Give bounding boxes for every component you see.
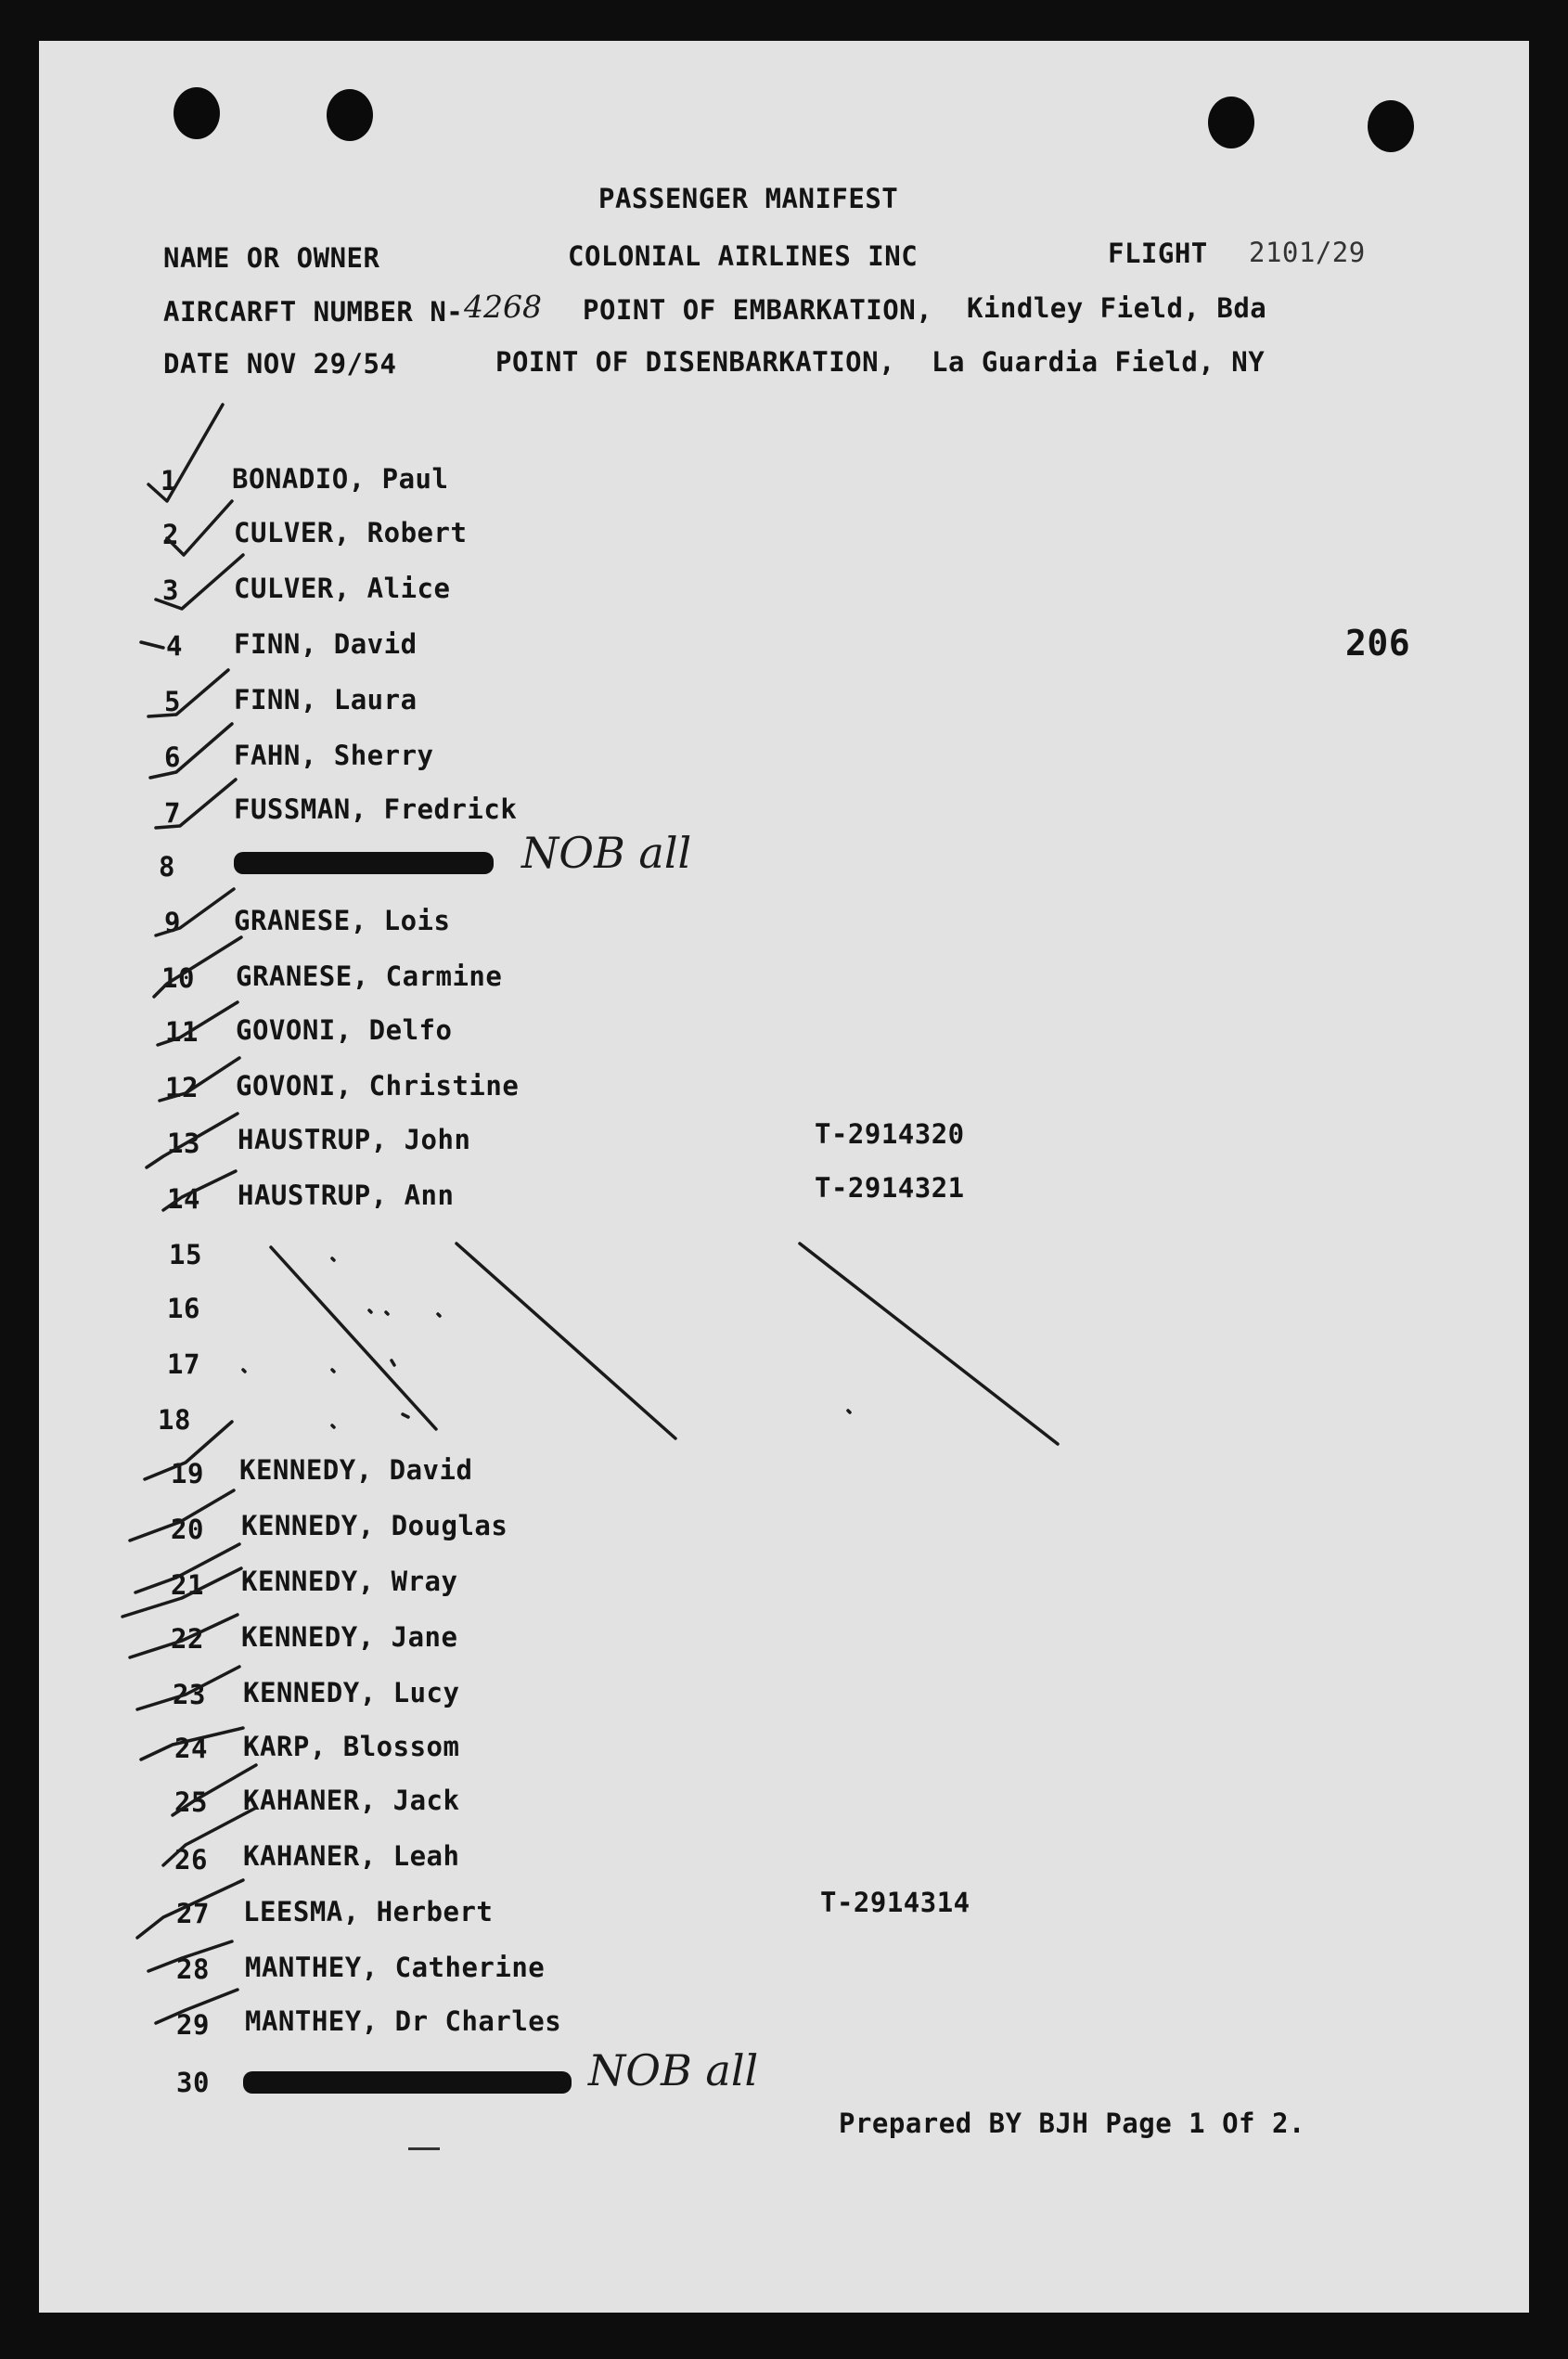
row-number: 25 bbox=[174, 1786, 208, 1818]
passenger-name: GOVONI, Christine bbox=[236, 1070, 520, 1102]
row-number: 1 bbox=[161, 465, 177, 496]
disembarkation-label: POINT OF DISENBARKATION, bbox=[495, 346, 896, 378]
passenger-name: BONADIO, Paul bbox=[232, 463, 449, 495]
passenger-name: FINN, David bbox=[234, 628, 418, 660]
handwritten-note: NOB all bbox=[521, 828, 692, 878]
document-title: PASSENGER MANIFEST bbox=[598, 183, 899, 214]
row-number: 17 bbox=[167, 1348, 200, 1380]
passenger-name: KAHANER, Leah bbox=[243, 1840, 460, 1872]
row-number: 3 bbox=[162, 574, 179, 606]
flight-label: FLIGHT bbox=[1108, 238, 1208, 269]
passenger-name: KENNEDY, Lucy bbox=[243, 1677, 460, 1708]
ticket-number: T-2914314 bbox=[820, 1887, 970, 1918]
row-number: 24 bbox=[174, 1733, 208, 1764]
row-number: 8 bbox=[159, 851, 175, 883]
punch-hole bbox=[327, 89, 373, 141]
passenger-name: KENNEDY, David bbox=[239, 1454, 473, 1486]
row-number: 6 bbox=[164, 741, 181, 773]
page-number: 206 bbox=[1345, 623, 1411, 664]
row-number: 20 bbox=[171, 1514, 204, 1545]
passenger-name: KENNEDY, Jane bbox=[241, 1621, 458, 1653]
redacted-name bbox=[234, 852, 494, 874]
row-number: 26 bbox=[174, 1844, 208, 1876]
row-number: 22 bbox=[171, 1623, 204, 1655]
passenger-name: FUSSMAN, Fredrick bbox=[234, 793, 518, 825]
passenger-name: HAUSTRUP, John bbox=[238, 1124, 471, 1155]
punch-hole bbox=[174, 87, 220, 139]
row-number: 11 bbox=[165, 1016, 199, 1048]
passenger-name: MANTHEY, Dr Charles bbox=[245, 2005, 562, 2037]
passenger-name: CULVER, Alice bbox=[234, 573, 451, 604]
owner-label: NAME OR OWNER bbox=[163, 242, 380, 274]
row-number: 14 bbox=[167, 1183, 200, 1215]
ticket-number: T-2914320 bbox=[815, 1118, 965, 1150]
date-label: DATE NOV 29/54 bbox=[163, 348, 397, 380]
flight-value: 2101/29 bbox=[1249, 237, 1366, 268]
row-number: 7 bbox=[164, 797, 181, 829]
row-number: 4 bbox=[166, 630, 183, 662]
footer-prepared-by: Prepared BY BJH Page 1 Of 2. bbox=[839, 2108, 1305, 2139]
row-number: 5 bbox=[164, 686, 181, 717]
passenger-name: FAHN, Sherry bbox=[234, 740, 434, 771]
passenger-name: GRANESE, Carmine bbox=[236, 960, 503, 992]
passenger-name: MANTHEY, Catherine bbox=[245, 1952, 546, 1983]
passenger-name: HAUSTRUP, Ann bbox=[238, 1180, 455, 1211]
row-number: 16 bbox=[167, 1293, 200, 1324]
owner-value: COLONIAL AIRLINES INC bbox=[568, 240, 919, 272]
row-number: 13 bbox=[167, 1128, 200, 1159]
row-number: 23 bbox=[173, 1679, 206, 1710]
row-number: 2 bbox=[162, 519, 179, 550]
disembarkation-value: La Guardia Field, NY bbox=[932, 346, 1266, 378]
passenger-name: GOVONI, Delfo bbox=[236, 1014, 453, 1046]
ticket-number: T-2914321 bbox=[815, 1172, 965, 1204]
handwritten-note: NOB all bbox=[588, 2045, 759, 2095]
redacted-name bbox=[243, 2071, 572, 2094]
row-number: 30 bbox=[176, 2067, 210, 2098]
row-number: 29 bbox=[176, 2009, 210, 2041]
passenger-name: KENNEDY, Douglas bbox=[241, 1510, 508, 1541]
aircraft-number: 4268 bbox=[464, 289, 542, 325]
row-number: 28 bbox=[176, 1953, 210, 1985]
row-number: 12 bbox=[165, 1072, 199, 1103]
punch-hole bbox=[1208, 97, 1254, 148]
row-number: 15 bbox=[169, 1239, 202, 1270]
passenger-name: FINN, Laura bbox=[234, 684, 418, 715]
embarkation-label: POINT OF EMBARKATION, bbox=[583, 294, 933, 326]
passenger-name: KENNEDY, Wray bbox=[241, 1566, 458, 1597]
row-number: 18 bbox=[158, 1404, 191, 1436]
passenger-name: GRANESE, Lois bbox=[234, 905, 451, 936]
passenger-name: KARP, Blossom bbox=[243, 1731, 460, 1762]
row-number: 27 bbox=[176, 1898, 210, 1929]
aircraft-label: AIRCARFT NUMBER N- bbox=[163, 296, 464, 328]
row-number: 21 bbox=[171, 1569, 204, 1601]
passenger-name: LEESMA, Herbert bbox=[243, 1896, 494, 1927]
embarkation-value: Kindley Field, Bda bbox=[967, 292, 1267, 324]
row-number: 19 bbox=[171, 1458, 204, 1489]
row-number: 9 bbox=[164, 907, 181, 938]
punch-hole bbox=[1368, 100, 1414, 152]
short-dash bbox=[408, 2147, 440, 2150]
passenger-name: KAHANER, Jack bbox=[243, 1785, 460, 1816]
passenger-name: CULVER, Robert bbox=[234, 517, 468, 548]
row-number: 10 bbox=[161, 962, 195, 994]
